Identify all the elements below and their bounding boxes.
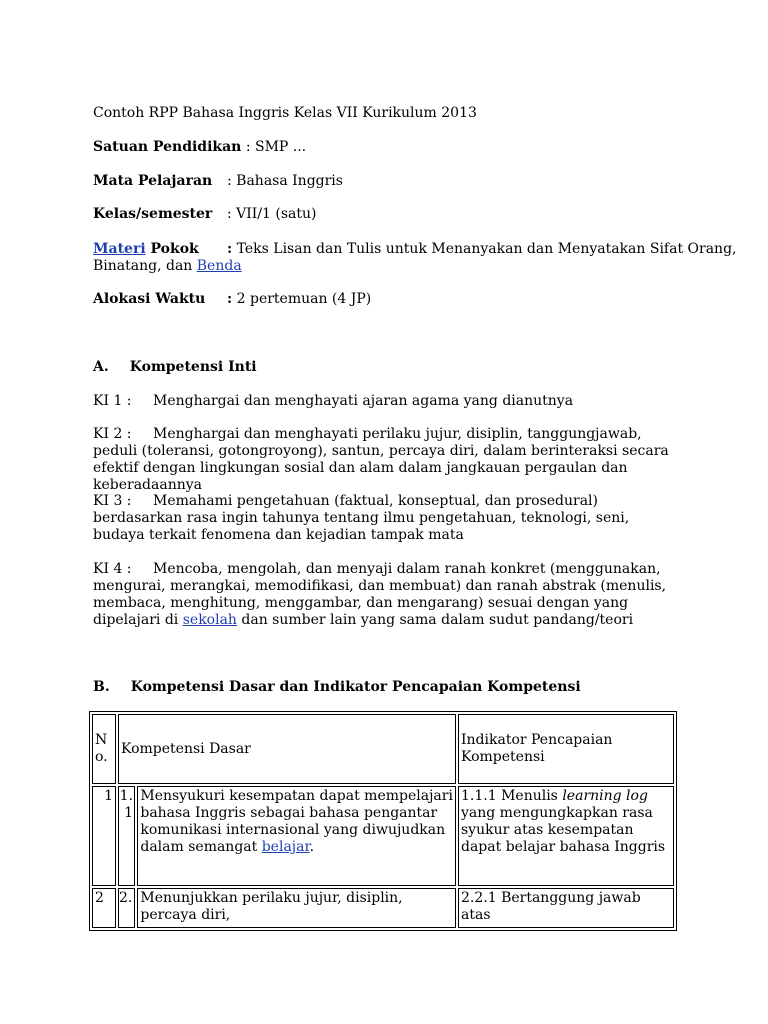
satuan-value: : SMP ...: [245, 139, 307, 155]
ki-2-label: KI 2 :: [93, 426, 132, 442]
ki-1-text: Menghargai dan menghayati ajaran agama yang dianutnya: [153, 393, 574, 409]
ki-1-label: KI 1 :: [93, 393, 132, 409]
ki-4-text: Mencoba, mengolah, dan menyaji dalam ranah konkret (menggunakan, mengurai, merangkai, memodifikasi, dan membuat) dan ranah abstrak (menulis, membaca, menghitung, menggambar, dan mengarang) sesuai dengan yang dipelajari di sekolah dan sumber lain yang sama dalam sudut pandang/teori: [93, 561, 667, 628]
ki-3-label: KI 3 :: [93, 493, 132, 509]
kelas-label: Kelas/semester: [93, 206, 213, 222]
header-no: No.: [92, 714, 116, 784]
alokasi-value: : 2 pertemuan (4 JP): [227, 291, 372, 307]
header-ipk: Indikator Pencapaian Kompetensi: [458, 714, 674, 784]
materi-value-line1: : Teks Lisan dan Tulis untuk Menanyakan dan Menyatakan Sifat Orang,: [227, 241, 737, 257]
materi-value-line2: Binatang, dan Benda: [93, 258, 242, 274]
alokasi-label: Alokasi Waktu: [93, 291, 206, 307]
row-1-kd: Mensyukuri kesempatan dapat mempelajari bahasa Inggris sebagai bahasa pengantar komunikasi internasional yang diwujudkan dalam semangat belajar.: [137, 786, 456, 886]
mapel-value: : Bahasa Inggris: [227, 173, 343, 189]
section-a-heading: A. Kompetensi Inti: [93, 359, 257, 375]
materi-label: Materi Pokok: [93, 241, 199, 257]
document-title: Contoh RPP Bahasa Inggris Kelas VII Kurikulum 2013: [93, 105, 477, 121]
ki-2-text: Menghargai dan menghayati perilaku jujur, disiplin, tanggungjawab, peduli (toleransi, gotongroyong), santun, percaya diri, dalam berinteraksi secara efektif dengan lingkungan sosial dan alam dalam jangkauan pergaulan dan keberadaannya: [93, 426, 669, 493]
header-kd: Kompetensi Dasar: [118, 714, 456, 784]
row-1-no: 1: [92, 786, 116, 886]
kelas-value: : VII/1 (satu): [227, 206, 317, 222]
row-1-sub: 1.1: [118, 786, 135, 886]
row-2-sub: 2.: [118, 888, 135, 928]
table-row: [92, 786, 674, 886]
satuan-label: Satuan Pendidikan: [93, 139, 242, 155]
satuan-row: [93, 139, 306, 156]
table-row: [92, 888, 674, 928]
benda-link[interactable]: Benda: [196, 258, 242, 274]
kd-table: [89, 711, 677, 931]
section-b-heading: B. Kompetensi Dasar dan Indikator Pencapaian Kompetensi: [93, 679, 581, 695]
row-1-ipk: 1.1.1 Menulis learning log yang mengungkapkan rasa syukur atas kesempatan dapat belajar bahasa Inggris: [458, 786, 674, 886]
row-2-kd: Menunjukkan perilaku jujur, disiplin, percaya diri,: [137, 888, 456, 928]
row-2-ipk: 2.2.1 Bertanggung jawab atas: [458, 888, 674, 928]
row-2-no: 2: [92, 888, 116, 928]
table-header-row: [92, 714, 674, 784]
materi-link[interactable]: Materi: [93, 241, 146, 257]
belajar-link[interactable]: belajar: [261, 839, 310, 855]
mapel-label: Mata Pelajaran: [93, 173, 213, 189]
sekolah-link[interactable]: sekolah: [182, 612, 237, 628]
ki-4-label: KI 4 :: [93, 561, 132, 577]
ki-3-text: Memahami pengetahuan (faktual, konseptual, dan prosedural) berdasarkan rasa ingin tahunya tentang ilmu pengetahuan, teknologi, seni, budaya terkait fenomena dan kejadian tampak mata: [93, 493, 630, 543]
